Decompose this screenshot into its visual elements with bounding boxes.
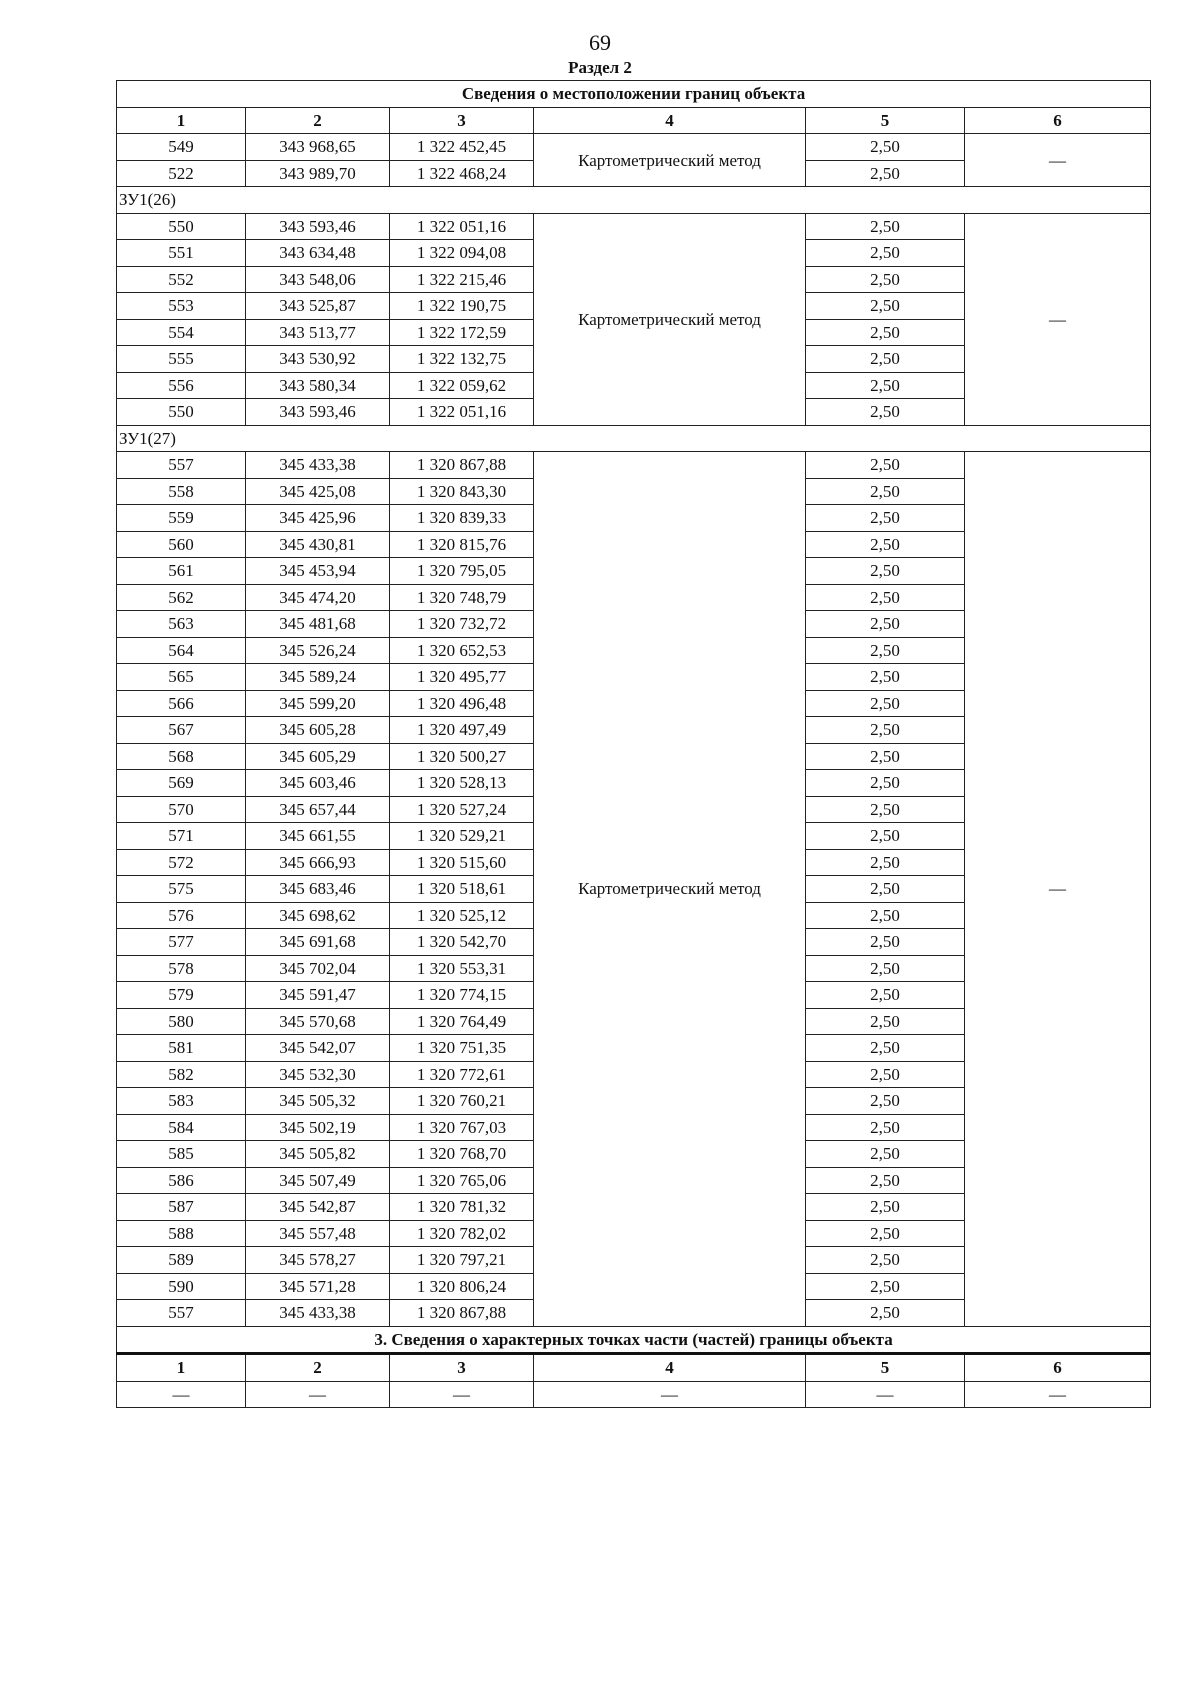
accuracy-cell: 2,50	[806, 1194, 965, 1221]
point-number-cell: 590	[117, 1273, 246, 1300]
x-coordinate-cell: 345 453,94	[246, 558, 390, 585]
table-row	[117, 452, 1151, 479]
section3-cell: —	[390, 1381, 534, 1408]
group-name: ЗУ1(27)	[117, 425, 1151, 452]
column-header: 2	[246, 1354, 390, 1382]
accuracy-cell: 2,50	[806, 134, 965, 161]
y-coordinate-cell: 1 320 496,48	[390, 690, 534, 717]
point-number-cell: 566	[117, 690, 246, 717]
y-coordinate-cell: 1 320 806,24	[390, 1273, 534, 1300]
y-coordinate-cell: 1 320 500,27	[390, 743, 534, 770]
accuracy-cell: 2,50	[806, 319, 965, 346]
section3-header-row	[117, 1354, 1151, 1382]
y-coordinate-cell: 1 320 760,21	[390, 1088, 534, 1115]
y-coordinate-cell: 1 320 867,88	[390, 1300, 534, 1327]
section3-cell: —	[965, 1381, 1151, 1408]
accuracy-cell: 2,50	[806, 372, 965, 399]
point-number-cell: 571	[117, 823, 246, 850]
point-number-cell: 553	[117, 293, 246, 320]
y-coordinate-cell: 1 322 172,59	[390, 319, 534, 346]
group-name: ЗУ1(26)	[117, 187, 1151, 214]
x-coordinate-cell: 345 603,46	[246, 770, 390, 797]
y-coordinate-cell: 1 320 768,70	[390, 1141, 534, 1168]
point-number-cell: 554	[117, 319, 246, 346]
y-coordinate-cell: 1 320 527,24	[390, 796, 534, 823]
y-coordinate-cell: 1 320 767,03	[390, 1114, 534, 1141]
column-header: 3	[390, 107, 534, 134]
point-number-cell: 577	[117, 929, 246, 956]
column-header-row	[117, 107, 1151, 134]
x-coordinate-cell: 345 481,68	[246, 611, 390, 638]
y-coordinate-cell: 1 322 132,75	[390, 346, 534, 373]
x-coordinate-cell: 345 605,29	[246, 743, 390, 770]
page-number: 69	[589, 30, 611, 55]
x-coordinate-cell: 345 557,48	[246, 1220, 390, 1247]
y-coordinate-cell: 1 320 529,21	[390, 823, 534, 850]
group-header-row	[117, 425, 1151, 452]
y-coordinate-cell: 1 320 815,76	[390, 531, 534, 558]
accuracy-cell: 2,50	[806, 1247, 965, 1274]
accuracy-cell: 2,50	[806, 1300, 965, 1327]
point-number-cell: 562	[117, 584, 246, 611]
column-header: 1	[117, 107, 246, 134]
y-coordinate-cell: 1 320 495,77	[390, 664, 534, 691]
x-coordinate-cell: 343 513,77	[246, 319, 390, 346]
y-coordinate-cell: 1 320 774,15	[390, 982, 534, 1009]
point-number-cell: 565	[117, 664, 246, 691]
x-coordinate-cell: 345 691,68	[246, 929, 390, 956]
accuracy-cell: 2,50	[806, 160, 965, 187]
column-header: 2	[246, 107, 390, 134]
x-coordinate-cell: 345 474,20	[246, 584, 390, 611]
point-number-cell: 522	[117, 160, 246, 187]
y-coordinate-cell: 1 320 751,35	[390, 1035, 534, 1062]
accuracy-cell: 2,50	[806, 452, 965, 479]
point-number-cell: 587	[117, 1194, 246, 1221]
point-number-cell: 556	[117, 372, 246, 399]
y-coordinate-cell: 1 320 748,79	[390, 584, 534, 611]
accuracy-cell: 2,50	[806, 770, 965, 797]
accuracy-cell: 2,50	[806, 690, 965, 717]
accuracy-cell: 2,50	[806, 664, 965, 691]
x-coordinate-cell: 345 605,28	[246, 717, 390, 744]
point-number-cell: 575	[117, 876, 246, 903]
accuracy-cell: 2,50	[806, 955, 965, 982]
y-coordinate-cell: 1 320 765,06	[390, 1167, 534, 1194]
column-header: 5	[806, 107, 965, 134]
point-number-cell: 561	[117, 558, 246, 585]
accuracy-cell: 2,50	[806, 849, 965, 876]
point-number-cell: 585	[117, 1141, 246, 1168]
point-number-cell: 578	[117, 955, 246, 982]
point-number-cell: 552	[117, 266, 246, 293]
point-number-cell: 557	[117, 452, 246, 479]
accuracy-cell: 2,50	[806, 823, 965, 850]
accuracy-cell: 2,50	[806, 1141, 965, 1168]
point-number-cell: 580	[117, 1008, 246, 1035]
method-cell: Картометрический метод	[534, 213, 806, 425]
point-number-cell: 557	[117, 1300, 246, 1327]
point-number-cell: 583	[117, 1088, 246, 1115]
y-coordinate-cell: 1 320 764,49	[390, 1008, 534, 1035]
column-header: 4	[534, 107, 806, 134]
accuracy-cell: 2,50	[806, 1273, 965, 1300]
point-number-cell: 558	[117, 478, 246, 505]
point-number-cell: 588	[117, 1220, 246, 1247]
x-coordinate-cell: 345 683,46	[246, 876, 390, 903]
table-title: Сведения о местоположении границ объекта	[117, 81, 1151, 108]
section3-title: 3. Сведения о характерных точках части (частей) границы объекта	[117, 1326, 1151, 1354]
accuracy-cell: 2,50	[806, 346, 965, 373]
x-coordinate-cell: 343 525,87	[246, 293, 390, 320]
y-coordinate-cell: 1 320 732,72	[390, 611, 534, 638]
accuracy-cell: 2,50	[806, 876, 965, 903]
table-row	[117, 213, 1151, 240]
y-coordinate-cell: 1 320 797,21	[390, 1247, 534, 1274]
column-header: 1	[117, 1354, 246, 1382]
accuracy-cell: 2,50	[806, 1088, 965, 1115]
accuracy-cell: 2,50	[806, 558, 965, 585]
y-coordinate-cell: 1 322 190,75	[390, 293, 534, 320]
accuracy-cell: 2,50	[806, 505, 965, 532]
x-coordinate-cell: 343 593,46	[246, 399, 390, 426]
note-cell: —	[965, 213, 1151, 425]
table-title-row	[117, 81, 1151, 108]
x-coordinate-cell: 345 578,27	[246, 1247, 390, 1274]
point-number-cell: 582	[117, 1061, 246, 1088]
accuracy-cell: 2,50	[806, 213, 965, 240]
accuracy-cell: 2,50	[806, 1114, 965, 1141]
point-number-cell: 559	[117, 505, 246, 532]
point-number-cell: 563	[117, 611, 246, 638]
point-number-cell: 581	[117, 1035, 246, 1062]
x-coordinate-cell: 345 505,82	[246, 1141, 390, 1168]
x-coordinate-cell: 345 433,38	[246, 1300, 390, 1327]
point-number-cell: 551	[117, 240, 246, 267]
y-coordinate-cell: 1 322 051,16	[390, 213, 534, 240]
x-coordinate-cell: 343 634,48	[246, 240, 390, 267]
accuracy-cell: 2,50	[806, 584, 965, 611]
method-cell: Картометрический метод	[534, 134, 806, 187]
point-number-cell: 549	[117, 134, 246, 161]
x-coordinate-cell: 343 989,70	[246, 160, 390, 187]
y-coordinate-cell: 1 320 553,31	[390, 955, 534, 982]
y-coordinate-cell: 1 320 843,30	[390, 478, 534, 505]
y-coordinate-cell: 1 320 525,12	[390, 902, 534, 929]
y-coordinate-cell: 1 320 497,49	[390, 717, 534, 744]
y-coordinate-cell: 1 322 051,16	[390, 399, 534, 426]
x-coordinate-cell: 345 698,62	[246, 902, 390, 929]
x-coordinate-cell: 343 593,46	[246, 213, 390, 240]
column-header: 6	[965, 1354, 1151, 1382]
point-number-cell: 576	[117, 902, 246, 929]
boundary-table-body	[117, 81, 1151, 1408]
accuracy-cell: 2,50	[806, 929, 965, 956]
accuracy-cell: 2,50	[806, 293, 965, 320]
accuracy-cell: 2,50	[806, 531, 965, 558]
accuracy-cell: 2,50	[806, 717, 965, 744]
section3-row	[117, 1381, 1151, 1408]
x-coordinate-cell: 343 580,34	[246, 372, 390, 399]
accuracy-cell: 2,50	[806, 399, 965, 426]
y-coordinate-cell: 1 322 094,08	[390, 240, 534, 267]
x-coordinate-cell: 343 968,65	[246, 134, 390, 161]
boundary-table	[116, 80, 1151, 1408]
accuracy-cell: 2,50	[806, 982, 965, 1009]
accuracy-cell: 2,50	[806, 1008, 965, 1035]
accuracy-cell: 2,50	[806, 1220, 965, 1247]
x-coordinate-cell: 345 591,47	[246, 982, 390, 1009]
point-number-cell: 555	[117, 346, 246, 373]
point-number-cell: 570	[117, 796, 246, 823]
x-coordinate-cell: 345 661,55	[246, 823, 390, 850]
x-coordinate-cell: 345 570,68	[246, 1008, 390, 1035]
point-number-cell: 589	[117, 1247, 246, 1274]
y-coordinate-cell: 1 322 452,45	[390, 134, 534, 161]
x-coordinate-cell: 345 542,07	[246, 1035, 390, 1062]
x-coordinate-cell: 345 425,08	[246, 478, 390, 505]
accuracy-cell: 2,50	[806, 266, 965, 293]
x-coordinate-cell: 345 532,30	[246, 1061, 390, 1088]
method-cell: Картометрический метод	[534, 452, 806, 1327]
y-coordinate-cell: 1 320 795,05	[390, 558, 534, 585]
accuracy-cell: 2,50	[806, 240, 965, 267]
accuracy-cell: 2,50	[806, 611, 965, 638]
note-cell: —	[965, 134, 1151, 187]
point-number-cell: 579	[117, 982, 246, 1009]
x-coordinate-cell: 345 702,04	[246, 955, 390, 982]
x-coordinate-cell: 343 548,06	[246, 266, 390, 293]
accuracy-cell: 2,50	[806, 743, 965, 770]
y-coordinate-cell: 1 320 867,88	[390, 452, 534, 479]
x-coordinate-cell: 345 507,49	[246, 1167, 390, 1194]
y-coordinate-cell: 1 320 782,02	[390, 1220, 534, 1247]
column-header: 6	[965, 107, 1151, 134]
y-coordinate-cell: 1 320 772,61	[390, 1061, 534, 1088]
column-header: 4	[534, 1354, 806, 1382]
accuracy-cell: 2,50	[806, 1061, 965, 1088]
x-coordinate-cell: 345 657,44	[246, 796, 390, 823]
point-number-cell: 564	[117, 637, 246, 664]
y-coordinate-cell: 1 320 781,32	[390, 1194, 534, 1221]
x-coordinate-cell: 345 502,19	[246, 1114, 390, 1141]
accuracy-cell: 2,50	[806, 796, 965, 823]
point-number-cell: 560	[117, 531, 246, 558]
x-coordinate-cell: 345 430,81	[246, 531, 390, 558]
column-header: 3	[390, 1354, 534, 1382]
group-header-row	[117, 187, 1151, 214]
x-coordinate-cell: 345 599,20	[246, 690, 390, 717]
x-coordinate-cell: 345 589,24	[246, 664, 390, 691]
accuracy-cell: 2,50	[806, 902, 965, 929]
y-coordinate-cell: 1 322 059,62	[390, 372, 534, 399]
y-coordinate-cell: 1 322 215,46	[390, 266, 534, 293]
y-coordinate-cell: 1 320 839,33	[390, 505, 534, 532]
accuracy-cell: 2,50	[806, 1167, 965, 1194]
column-header: 5	[806, 1354, 965, 1382]
y-coordinate-cell: 1 322 468,24	[390, 160, 534, 187]
section3-cell: —	[806, 1381, 965, 1408]
x-coordinate-cell: 343 530,92	[246, 346, 390, 373]
accuracy-cell: 2,50	[806, 478, 965, 505]
x-coordinate-cell: 345 505,32	[246, 1088, 390, 1115]
section3-cell: —	[117, 1381, 246, 1408]
point-number-cell: 569	[117, 770, 246, 797]
x-coordinate-cell: 345 571,28	[246, 1273, 390, 1300]
y-coordinate-cell: 1 320 518,61	[390, 876, 534, 903]
y-coordinate-cell: 1 320 528,13	[390, 770, 534, 797]
section3-title-row	[117, 1326, 1151, 1354]
point-number-cell: 567	[117, 717, 246, 744]
point-number-cell: 572	[117, 849, 246, 876]
x-coordinate-cell: 345 425,96	[246, 505, 390, 532]
point-number-cell: 568	[117, 743, 246, 770]
point-number-cell: 550	[117, 213, 246, 240]
section3-cell: —	[246, 1381, 390, 1408]
x-coordinate-cell: 345 542,87	[246, 1194, 390, 1221]
y-coordinate-cell: 1 320 542,70	[390, 929, 534, 956]
x-coordinate-cell: 345 433,38	[246, 452, 390, 479]
point-number-cell: 584	[117, 1114, 246, 1141]
note-cell: —	[965, 452, 1151, 1327]
section-label: Раздел 2	[568, 58, 632, 77]
x-coordinate-cell: 345 666,93	[246, 849, 390, 876]
y-coordinate-cell: 1 320 515,60	[390, 849, 534, 876]
accuracy-cell: 2,50	[806, 1035, 965, 1062]
section3-cell: —	[534, 1381, 806, 1408]
point-number-cell: 550	[117, 399, 246, 426]
y-coordinate-cell: 1 320 652,53	[390, 637, 534, 664]
table-row	[117, 134, 1151, 161]
accuracy-cell: 2,50	[806, 637, 965, 664]
x-coordinate-cell: 345 526,24	[246, 637, 390, 664]
point-number-cell: 586	[117, 1167, 246, 1194]
